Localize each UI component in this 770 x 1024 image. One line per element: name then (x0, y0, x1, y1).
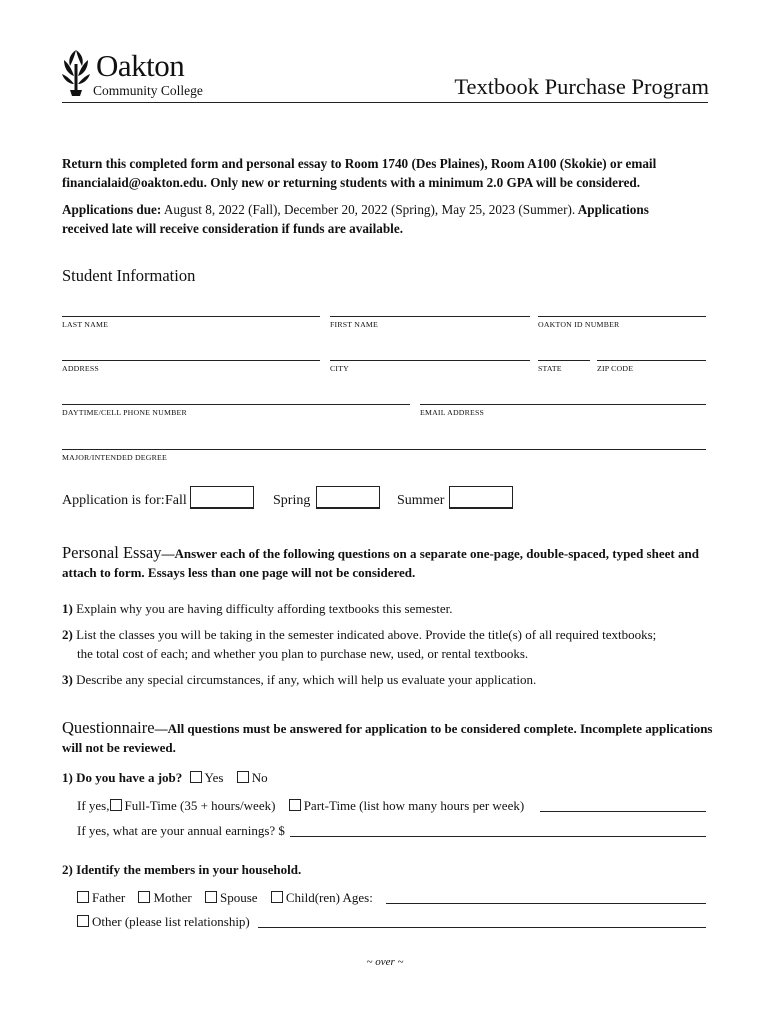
phone-label: DAYTIME/CELL PHONE NUMBER (62, 408, 187, 417)
page-title: Textbook Purchase Program (454, 74, 709, 99)
due-rest-1: Applications (575, 202, 649, 217)
full-time-label: Full-Time (35 + hours/week) (124, 798, 276, 813)
logo-subtitle: Community College (93, 83, 203, 98)
other-relationship-field[interactable] (258, 927, 706, 928)
questionnaire-instructions-1: —All questions must be answered for application to be considered complete. Incomplete applications (154, 721, 713, 736)
essay-instructions-1: —Answer each of the following questions on a separate one-page, double-spaced, typed sheet and (161, 546, 699, 561)
essay-question-3: 3) Describe any special circumstances, if any, which will help us evaluate your application. (62, 672, 537, 687)
mother-checkbox[interactable] (138, 891, 150, 903)
father-checkbox[interactable] (77, 891, 89, 903)
spouse-checkbox[interactable] (205, 891, 217, 903)
due-paragraph (62, 200, 712, 238)
essay-question-2: 2) List the classes you will be taking in the semester indicated above. Provide the title(s) of all required textbooks; the total cost of each; and whether you plan to purchase new, used, or rental textbooks. (62, 627, 657, 661)
job-question-row (62, 770, 268, 786)
yes-checkbox[interactable] (190, 771, 202, 783)
other-row (77, 914, 250, 930)
zip-field[interactable] (597, 360, 706, 361)
intro-paragraph (62, 154, 712, 192)
fall-box[interactable] (190, 486, 254, 509)
employment-type-row (77, 798, 524, 814)
state-field[interactable] (538, 360, 590, 361)
last-name-field[interactable] (62, 316, 320, 317)
part-time-checkbox[interactable] (289, 799, 301, 811)
children-checkbox[interactable] (271, 891, 283, 903)
no-label: No (251, 770, 268, 785)
application-for-label: Application is for: (62, 493, 165, 508)
page-turn-note: ~ over ~ (366, 956, 404, 968)
student-info-heading: Student Information (62, 266, 196, 285)
summer-box[interactable] (449, 486, 513, 509)
city-field[interactable] (330, 360, 530, 361)
oakton-id-field[interactable] (538, 316, 706, 317)
spring-box[interactable] (316, 486, 380, 509)
due-rest-2: received late will receive consideration if funds are available. (62, 221, 403, 236)
household-question: 2) Identify the members in your household. (62, 862, 302, 877)
state-label: STATE (538, 364, 562, 373)
major-field[interactable] (62, 449, 706, 450)
first-name-label: FIRST NAME (330, 320, 378, 329)
full-time-checkbox[interactable] (110, 799, 122, 811)
questionnaire-heading: Questionnaire (62, 718, 155, 737)
hours-per-week-field[interactable] (540, 811, 706, 812)
if-yes-label: If yes, (77, 798, 110, 813)
earnings-label: If yes, what are your annual earnings? $ (77, 823, 285, 838)
intro-line-2: financialaid@oakton.edu. Only new or returning students with a minimum 2.0 GPA will be considered. (62, 175, 641, 190)
fall-label: Fall (165, 493, 187, 508)
city-label: CITY (330, 364, 349, 373)
due-label: Applications due: (62, 202, 162, 217)
questionnaire-instructions-2: will not be reviewed. (62, 740, 176, 755)
zip-label: ZIP CODE (597, 364, 634, 373)
address-field[interactable] (62, 360, 320, 361)
essay-heading-block (62, 543, 722, 582)
intro-line-1: Return this completed form and personal essay to Room 1740 (Des Plaines), Room A100 (Skokie) or email (62, 156, 657, 171)
children-ages-field[interactable] (386, 903, 706, 904)
other-label: Other (please list relationship) (92, 914, 250, 929)
other-checkbox[interactable] (77, 915, 89, 927)
due-dates: August 8, 2022 (Fall), December 20, 2022 (Spring), May 25, 2023 (Summer). (161, 202, 576, 217)
yes-label: Yes (204, 770, 224, 785)
part-time-label: Part-Time (list how many hours per week) (303, 798, 525, 813)
earnings-field[interactable] (290, 836, 706, 837)
major-label: MAJOR/INTENDED DEGREE (62, 453, 167, 462)
spring-label: Spring (273, 493, 311, 508)
household-members-row (77, 890, 373, 906)
logo-wordmark: Oakton (96, 48, 185, 83)
oakton-id-label: OAKTON ID NUMBER (538, 320, 620, 329)
essay-question-1: 1) Explain why you are having difficulty affording textbooks this semester. (62, 601, 453, 616)
email-label: EMAIL ADDRESS (420, 408, 485, 417)
no-checkbox[interactable] (237, 771, 249, 783)
children-label: Child(ren) Ages: (285, 890, 373, 905)
essay-heading: Personal Essay (62, 543, 162, 562)
address-label: ADDRESS (62, 364, 99, 373)
job-question: 1) Do you have a job? (62, 770, 183, 785)
essay-instructions-2: attach to form. Essays less than one page will not be considered. (62, 565, 416, 580)
mother-label: Mother (153, 890, 192, 905)
father-label: Father (92, 890, 126, 905)
summer-label: Summer (397, 493, 445, 508)
title-rule (62, 102, 708, 103)
phone-field[interactable] (62, 404, 410, 405)
email-field[interactable] (420, 404, 706, 405)
questionnaire-heading-block (62, 718, 722, 757)
last-name-label: LAST NAME (62, 320, 109, 329)
first-name-field[interactable] (330, 316, 530, 317)
spouse-label: Spouse (220, 890, 258, 905)
